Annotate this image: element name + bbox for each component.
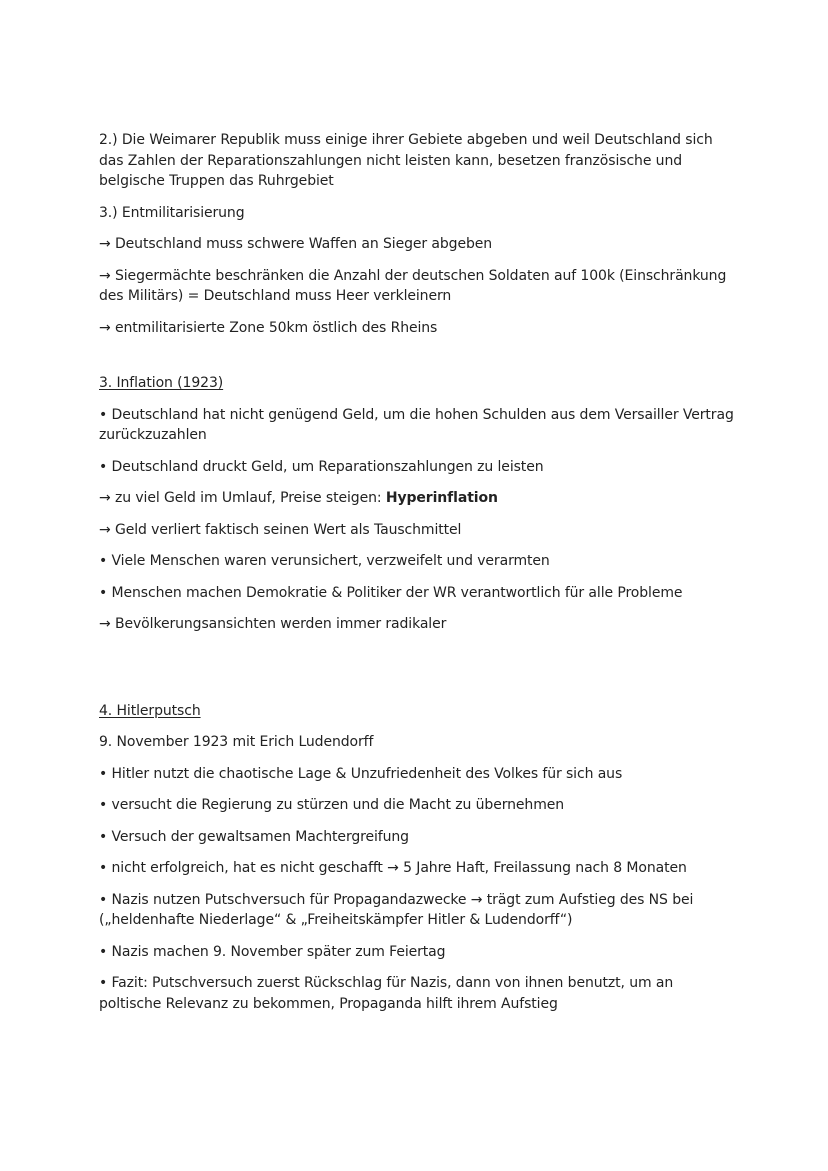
list-item: → Bevölkerungsansichten werden immer radikaler (99, 616, 447, 632)
list-item: → Geld verliert faktisch seinen Wert als Tauschmittel (99, 521, 462, 538)
list-item (99, 488, 739, 509)
paragraph: 2.) Die Weimarer Republik muss einige ihrer Gebiete abgeben und weil Deutschland sich das Zahlen der Reparationszahlungen nicht leisten kann, besetzen französische und belgische Truppen das Ruhrgebiet (99, 132, 713, 189)
list-item: • Nazis nutzen Putschversuch für Propagandazwecke → trägt zum Aufstieg des NS bei („heldenhafte Niederlage“ & „Freiheitskämpfer Hitler & Ludendorff“) (99, 891, 694, 928)
list-item: • nicht erfolgreich, hat es nicht geschafft → 5 Jahre Haft, Freilassung nach 8 Monaten (99, 860, 687, 876)
list-item: • versucht die Regierung zu stürzen und die Macht zu übernehmen (99, 797, 565, 813)
list-item: 9. November 1923 mit Erich Ludendorff (99, 734, 374, 750)
paragraph: → entmilitarisierte Zone 50km östlich des Rheins (99, 319, 438, 336)
list-item: • Viele Menschen waren verunsichert, verzweifelt und verarmten (99, 553, 550, 569)
list-item: • Nazis machen 9. November später zum Feiertag (99, 943, 446, 960)
paragraph: → Siegermächte beschränken die Anzahl der deutschen Soldaten auf 100k (Einschränkung des Militärs) = Deutschland muss Heer verkleinern (99, 267, 727, 304)
list-item-text: → zu viel Geld im Umlauf, Preise steigen: (99, 490, 386, 506)
list-item: • Versuch der gewaltsamen Machtergreifung (99, 828, 409, 845)
paragraph: 3.) Entmilitarisierung (99, 204, 245, 221)
list-item: • Deutschland hat nicht genügend Geld, um die hohen Schulden aus dem Versailler Vertrag zurückzuzahlen (99, 406, 734, 443)
list-item: • Menschen machen Demokratie & Politiker der WR verantwortlich für alle Probleme (99, 584, 683, 601)
paragraph: → Deutschland muss schwere Waffen an Sieger abgeben (99, 236, 493, 252)
section-heading: 4. Hitlerputsch (99, 702, 201, 719)
section-versailles-continued (99, 130, 739, 338)
section-inflation (99, 373, 739, 635)
list-item: • Hitler nutzt die chaotische Lage & Unzufriedenheit des Volkes für sich aus (99, 765, 623, 782)
document-page (99, 130, 739, 1025)
bold-term: Hyperinflation (385, 490, 498, 506)
list-item: • Deutschland druckt Geld, um Reparationszahlungen zu leisten (99, 458, 544, 475)
section-hitlerputsch (99, 701, 739, 1015)
list-item: • Fazit: Putschversuch zuerst Rückschlag für Nazis, dann von ihnen benutzt, um an poltische Relevanz zu bekommen, Propaganda hilft ihrem Aufstieg (99, 975, 674, 1012)
section-heading: 3. Inflation (1923) (99, 375, 224, 391)
